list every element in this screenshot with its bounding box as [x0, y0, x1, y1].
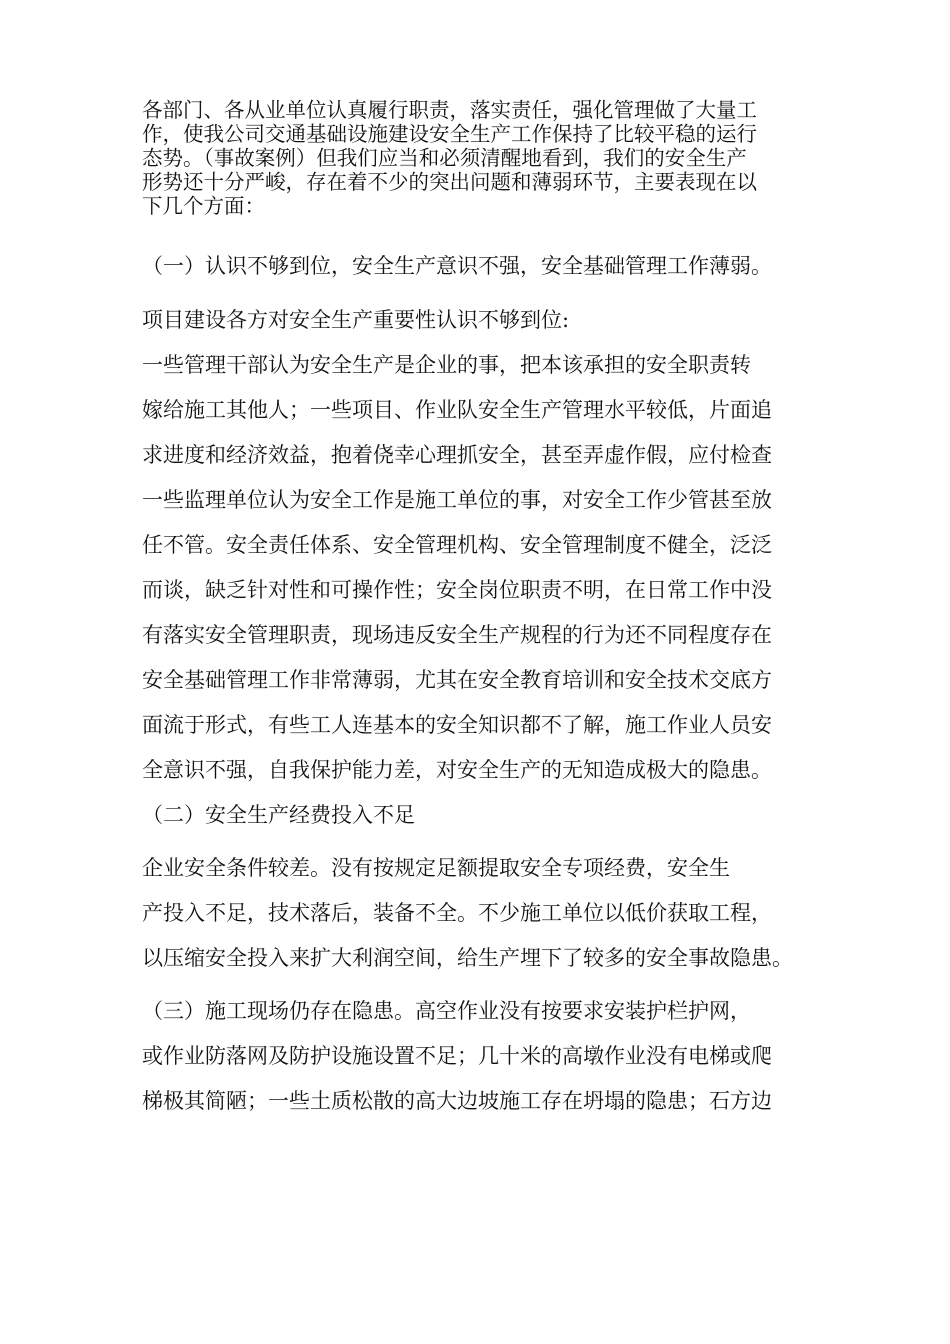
text-line: 下几个方面： — [142, 194, 265, 218]
text-line: 任不管。安全责任体系、安全管理机构、安全管理制度不健全，泛泛 — [142, 533, 772, 557]
text-line: 企业安全条件较差。没有按规定足额提取安全专项经费，安全生 — [142, 856, 730, 880]
text-line: 有落实安全管理职责，现场违反安全生产规程的行为还不同程度存在 — [142, 623, 772, 647]
section-heading-2: （二）安全生产经费投入不足 — [142, 803, 415, 827]
text-line: 以压缩安全投入来扩大利润空间，给生产埋下了较多的安全事故隐患。 — [142, 946, 793, 970]
text-line: 或作业防落网及防护设施设置不足；几十米的高墩作业没有电梯或爬 — [142, 1044, 772, 1068]
text-line: 面流于形式，有些工人连基本的安全知识都不了解，施工作业人员安 — [142, 713, 772, 737]
text-line: 作，使我公司交通基础设施建设安全生产工作保持了比较平稳的运行 — [142, 122, 757, 146]
text-line: 项目建设各方对安全生产重要性认识不够到位: — [142, 308, 570, 332]
section-heading-1: （一）认识不够到位，安全生产意识不强，安全基础管理工作薄弱。 — [142, 254, 772, 278]
text-line: 全意识不强，自我保护能力差，对安全生产的无知造成极大的隐患。 — [142, 758, 772, 782]
text-line: 而谈，缺乏针对性和可操作性；安全岗位职责不明，在日常工作中没 — [142, 578, 772, 602]
text-line: 态势。（事故案例）但我们应当和必须清醒地看到，我们的安全生产 — [142, 146, 747, 170]
text-line: 安全基础管理工作非常薄弱，尤其在安全教育培训和安全技术交底方 — [142, 668, 772, 692]
text-line: 求进度和经济效益，抱着侥幸心理抓安全，甚至弄虚作假，应付检查 — [142, 443, 772, 467]
text-line: 一些监理单位认为安全工作是施工单位的事，对安全工作少管甚至放 — [142, 488, 772, 512]
text-line: 一些管理干部认为安全生产是企业的事，把本该承担的安全职责转 — [142, 353, 751, 377]
text-line: 梯极其简陋；一些土质松散的高大边坡施工存在坍塌的隐患；石方边 — [142, 1089, 772, 1113]
text-line: 嫁给施工其他人；一些项目、作业队安全生产管理水平较低，片面追 — [142, 398, 772, 422]
text-line: 形势还十分严峻，存在着不少的突出问题和薄弱环节，主要表现在以 — [142, 170, 757, 194]
text-line: 各部门、各从业单位认真履行职责，落实责任，强化管理做了大量工 — [142, 98, 757, 122]
section-heading-3: （三）施工现场仍存在隐患。高空作业没有按要求安装护栏护网， — [142, 999, 751, 1023]
text-line: 产投入不足，技术落后，装备不全。不少施工单位以低价获取工程， — [142, 901, 772, 925]
